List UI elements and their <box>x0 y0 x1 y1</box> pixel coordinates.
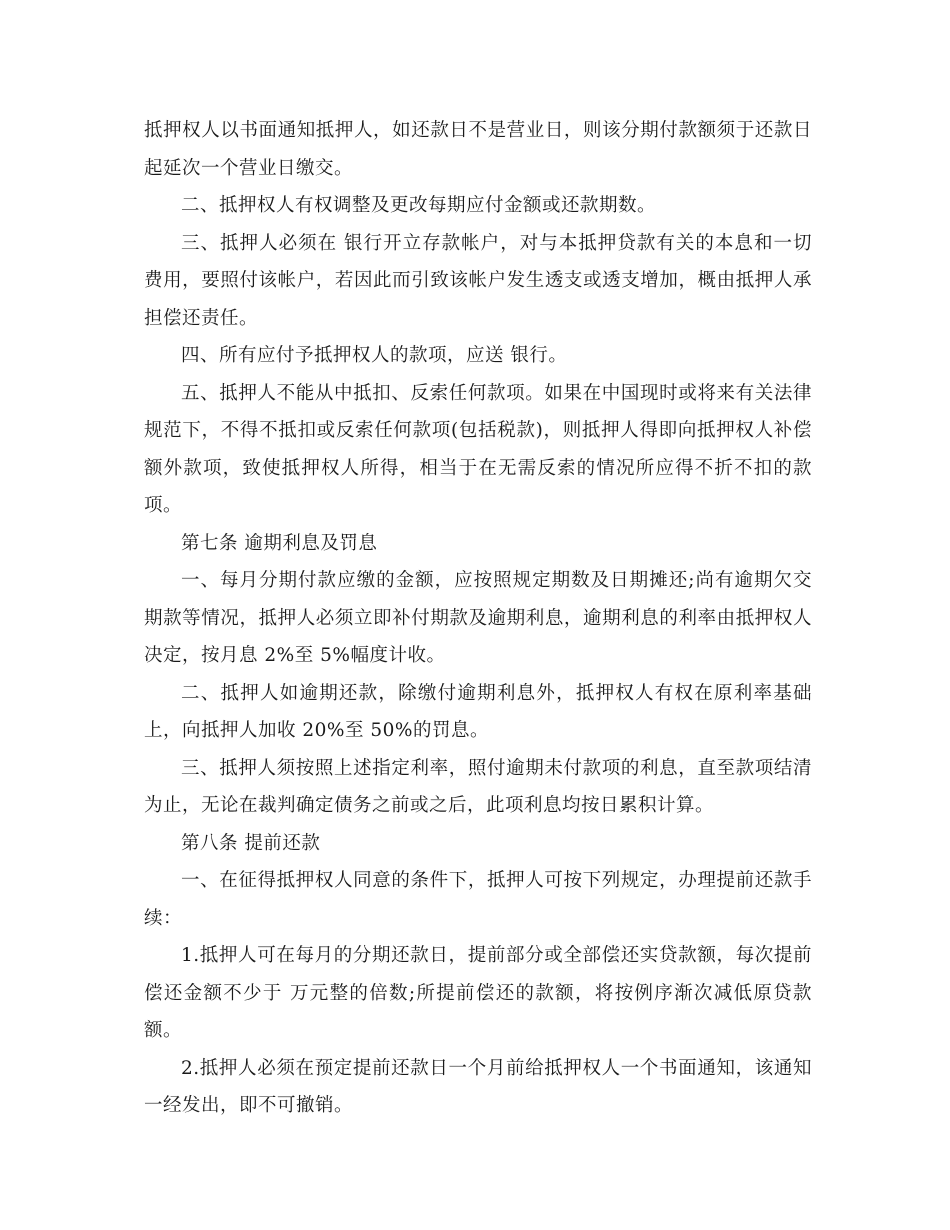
section-heading: 第八条 提前还款 <box>181 832 321 854</box>
paragraph: 五、抵押人不能从中抵扣、反索任何款项。如果在中国现时或将来有关法律规范下，不得不抵扣或反索任何款项(包括税款)，则抵押人得即向抵押权人补偿额外款项，致使抵押权人所得，相当于在无需反索的情况所应得不折不扣的款项。 <box>144 382 812 516</box>
paragraph: 2.抵押人必须在预定提前还款日一个月前给抵押权人一个书面通知，该通知一经发出，即不可撤销。 <box>144 1057 812 1116</box>
paragraph: 二、抵押权人有权调整及更改每期应付金额或还款期数。 <box>181 195 657 216</box>
paragraph: 三、抵押人须按照上述指定利率，照付逾期未付款项的利息，直至款项结清为止，无论在裁判确定债务之前或之后，此项利息均按日累积计算。 <box>144 757 812 816</box>
paragraph: 一、每月分期付款应缴的金额，应按照规定期数及日期摊还;尚有逾期欠交期款等情况，抵押人必须立即补付期款及逾期利息，逾期利息的利率由抵押权人决定，按月息 2%至 5%幅度计收。 <box>144 570 812 666</box>
paragraph: 抵押权人以书面通知抵押人，如还款日不是营业日，则该分期付款额须于还款日起延次一个营业日缴交。 <box>144 120 812 179</box>
paragraph: 1.抵押人可在每月的分期还款日，提前部分或全部偿还实贷款额，每次提前偿还金额不少于 万元整的倍数;所提前偿还的款额，将按例序渐次减低原贷款额。 <box>144 945 812 1041</box>
paragraph: 四、所有应付予抵押权人的款项，应送 银行。 <box>181 345 568 366</box>
paragraph: 三、抵押人必须在 银行开立存款帐户，对与本抵押贷款有关的本息和一切费用，要照付该帐户，若因此而引致该帐户发生透支或透支增加，概由抵押人承担偿还责任。 <box>144 232 812 329</box>
paragraph: 二、抵押人如逾期还款，除缴付逾期利息外，抵押权人有权在原利率基础上，向抵押人加收 20%至 50%的罚息。 <box>144 682 812 741</box>
document-body <box>144 112 812 1125</box>
section-heading: 第七条 逾期利息及罚息 <box>181 532 378 554</box>
paragraph: 一、在征得抵押权人同意的条件下，抵押人可按下列规定，办理提前还款手续： <box>144 870 812 929</box>
